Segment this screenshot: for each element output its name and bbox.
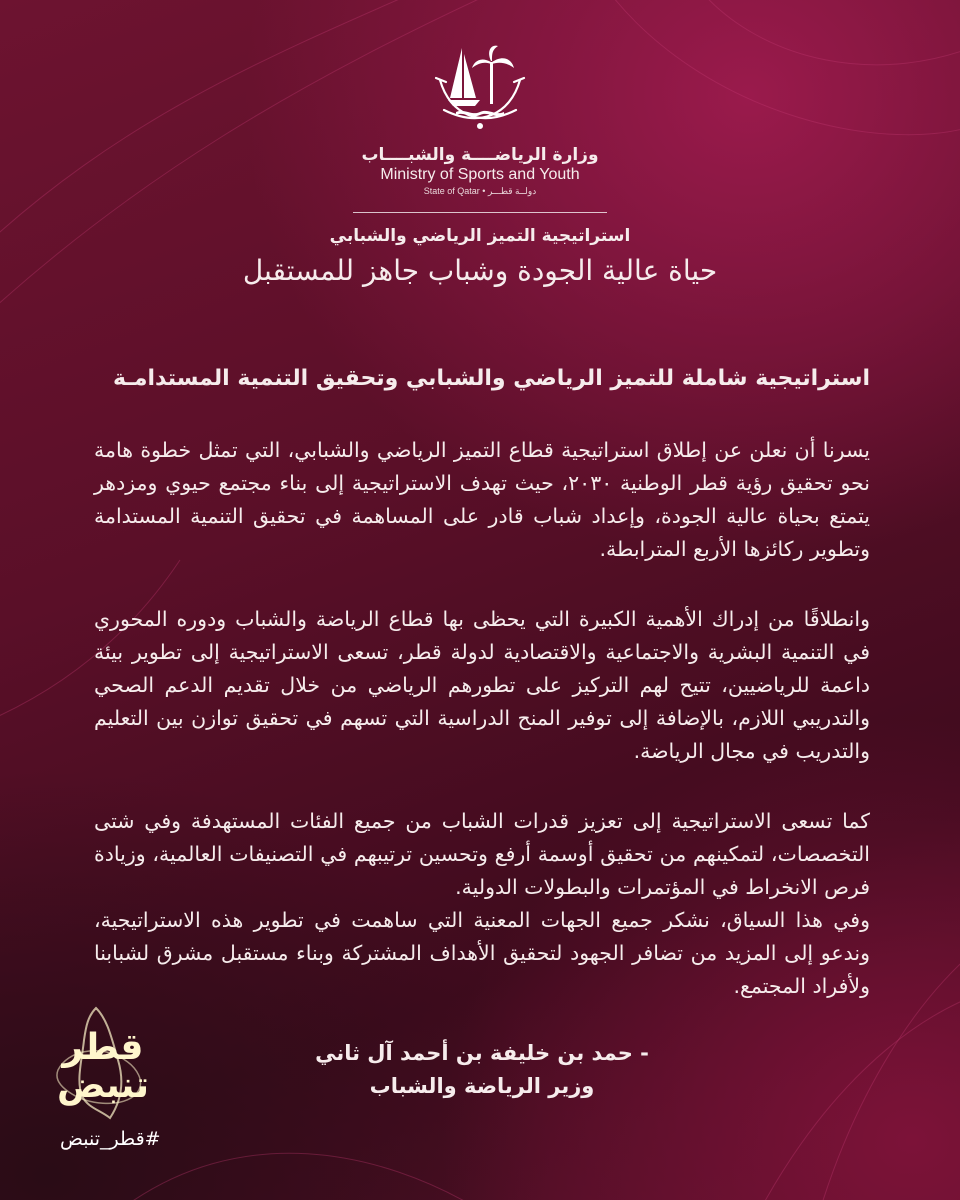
ministry-name-arabic: وزارة الرياضــــة والشبــــاب — [361, 145, 599, 165]
strategy-label: استراتيجية التميز الرياضي والشبابي — [329, 226, 631, 246]
stamp-word-qatar: قطر — [62, 1027, 144, 1068]
ministry-emblem-icon — [420, 40, 540, 140]
hashtag: #قطر_تنبض — [60, 1128, 161, 1150]
announcement-heading: استراتيجية شاملة للتميز الرياضي والشبابي وتحقيق التنمية المستدامـة — [113, 366, 870, 391]
signatory-name: - حمد بن خليفة بن أحمد آل ثاني — [315, 1041, 649, 1065]
signature — [94, 1037, 870, 1103]
qatar-pulse-logo — [38, 1000, 168, 1140]
announcement-body — [94, 362, 870, 1103]
stamp-word-pulse: تنبض — [56, 1065, 150, 1106]
tagline: حياة عالية الجودة وشباب جاهز للمستقبل — [242, 254, 718, 287]
state-of-qatar-label: State of Qatar • دولــة قطـــر — [423, 186, 537, 196]
paragraph-1: يسرنا أن نعلن عن إطلاق استراتيجية قطاع التميز الرياضي والشبابي، التي تمثل خطوة هامة نحو تحقيق رؤية قطر الوطنية ٢٠٣٠، حيث تهدف الاستراتيجية إلى بناء مجتمع حيوي ومزدهر يتمتع بحياة عالية الجودة، وإعداد شباب قادر على المساهمة في تحقيق التنمية المستدامة وتطوير ركائزها الأربع المترابطة. — [94, 438, 870, 561]
paragraph-3: كما تسعى الاستراتيجية إلى تعزيز قدرات الشباب من جميع الفئات المستهدفة وفي شتى التخصصات، لتمكينهم من تحقيق أوسمة أرفع وتحسين ترتيبهم في التصنيفات العالمية، وزيادة فرص الانخراط في المؤتمرات والبطولات الدولية. — [94, 809, 870, 899]
header — [0, 40, 960, 140]
signatory-title: وزير الرياضة والشباب — [369, 1074, 595, 1098]
header-divider — [353, 212, 607, 213]
ministry-name-english: Ministry of Sports and Youth — [380, 166, 580, 183]
paragraph-4: وفي هذا السياق، نشكر جميع الجهات المعنية التي ساهمت في تطوير هذه الاستراتيجية، وندعو إلى المزيد من تضافر الجهود لتحقيق الأهداف المشتركة وبناء مستقبل مشرق لشبابنا ولأفراد المجتمع. — [94, 908, 870, 998]
paragraph-2: وانطلاقًا من إدراك الأهمية الكبيرة التي يحظى بها قطاع الرياضة والشباب ودوره المحوري في التنمية البشرية والاجتماعية والاقتصادية لدولة قطر، تسعى الاستراتيجية إلى تطوير بيئة داعمة للرياضيين، تتيح لهم التركيز على تطورهم الرياضي من خلال تقديم الدعم الصحي والتدريبي اللازم، بالإضافة إلى توفير المنح الدراسية التي تسهم في تحقيق توازن بين التعليم والتدريب في مجال الرياضة. — [94, 607, 870, 763]
